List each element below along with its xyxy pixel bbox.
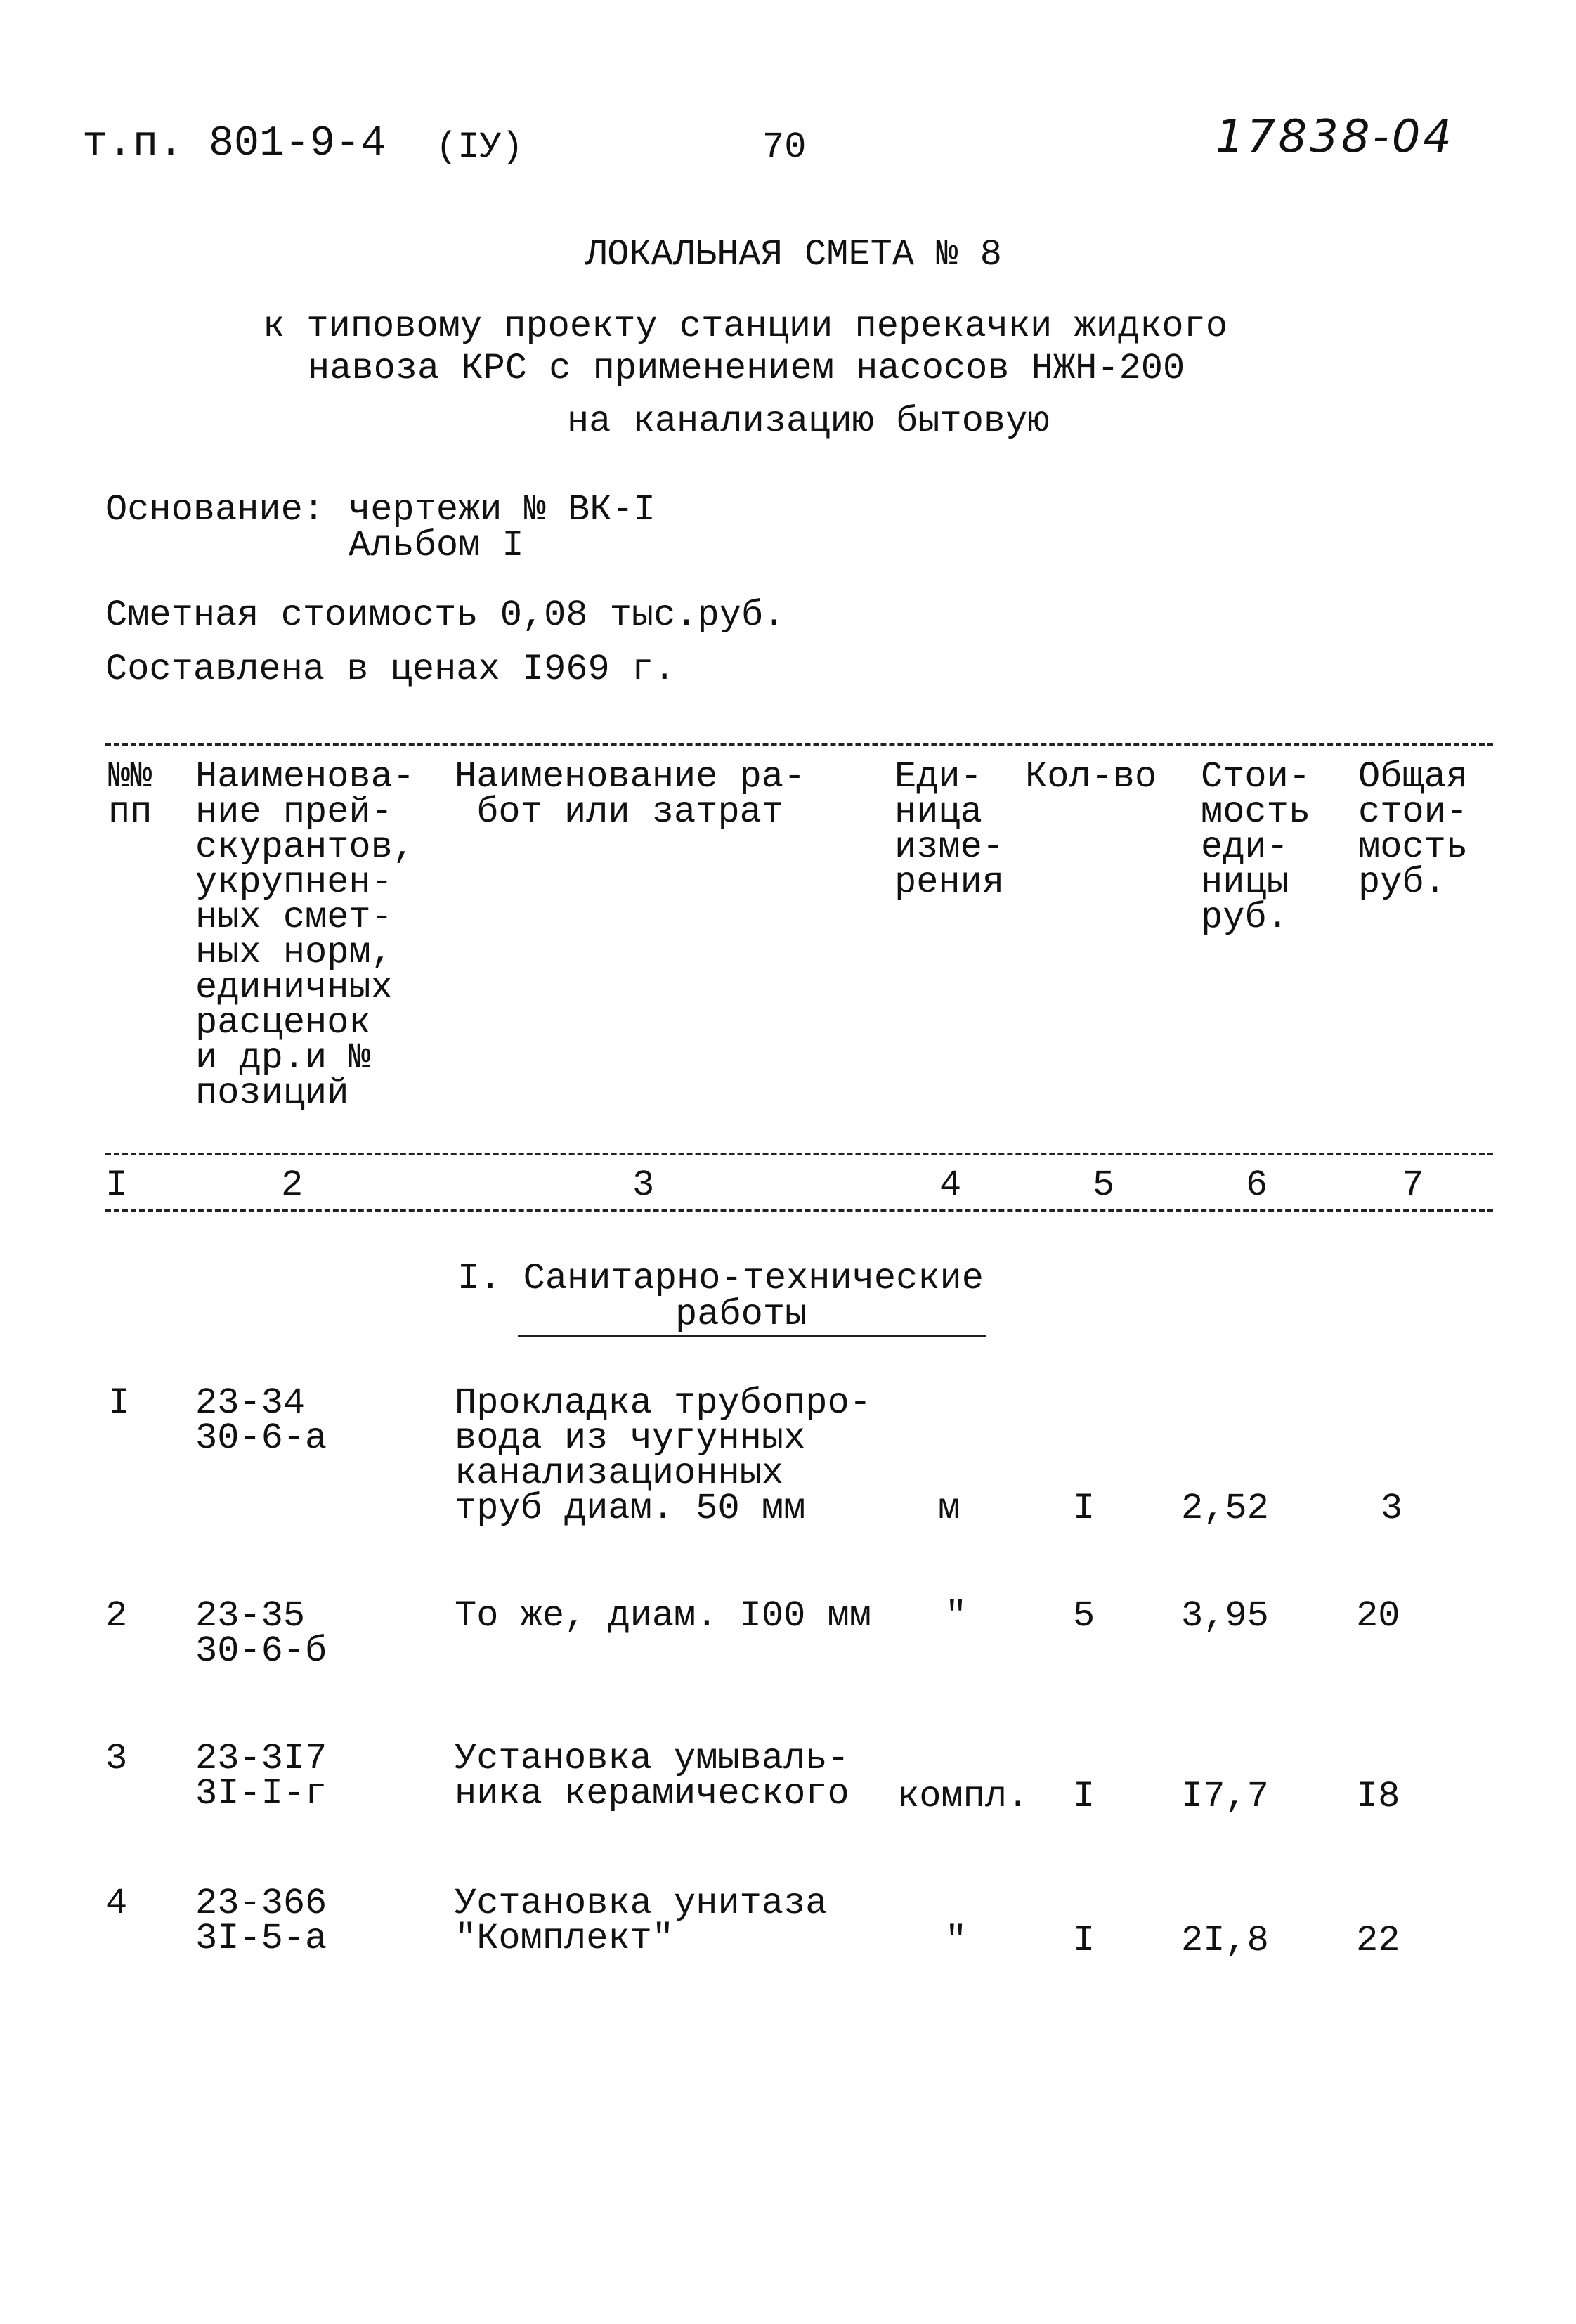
col-header-reference: Наименова- ние прей- скурантов, укрупнен- ных смет- ных норм, единичных расценок и др.и № позиций <box>195 756 415 1114</box>
subtitle-line-2: навоза КРС с применением насосов НЖН-200 <box>308 348 1185 389</box>
row-unit-cost: 2I,8 <box>1181 1920 1269 1961</box>
section-title: I. Санитарно-технические <box>457 1258 984 1299</box>
estimated-cost: Сметная стоимость 0,08 тыс.руб. <box>105 595 786 636</box>
section-title-line-2: работы <box>675 1294 807 1335</box>
project-code: т.п. 801-9-4 <box>82 120 386 168</box>
col-number-4: 4 <box>939 1164 962 1206</box>
row-number: 4 <box>105 1883 128 1924</box>
section-underline <box>518 1335 986 1337</box>
col-number-6: 6 <box>1246 1164 1268 1206</box>
row-total-cost: 3 <box>1381 1488 1403 1529</box>
column-numbers-divider <box>105 1209 1493 1212</box>
row-unit-cost: 3,95 <box>1181 1595 1269 1637</box>
row-work-name: То же, диам. I00 мм <box>455 1595 871 1637</box>
row-unit-cost: I7,7 <box>1181 1776 1269 1817</box>
col-header-quantity: Кол-во <box>1025 756 1157 798</box>
row-reference: 23-3I7 3I-I-г <box>195 1738 327 1815</box>
col-header-total-cost: Общая стои- мость руб. <box>1358 756 1468 903</box>
row-work-name: Установка унитаза "Комплект" <box>455 1883 828 1959</box>
price-basis: Составлена в ценах I969 г. <box>105 649 676 690</box>
part-number: (IУ) <box>436 126 523 168</box>
row-total-cost: I8 <box>1356 1776 1400 1817</box>
col-number-1: I <box>105 1164 128 1206</box>
row-work-name: Прокладка трубопро- вода из чугунных канализационных труб диам. 50 мм <box>455 1382 871 1529</box>
row-unit-cost: 2,52 <box>1181 1488 1269 1529</box>
document-number: 17838-04 <box>1216 111 1455 163</box>
row-reference: 23-366 3I-5-а <box>195 1883 327 1959</box>
col-header-work-name: Наименование ра- бот или затрат <box>455 756 806 833</box>
row-quantity: I <box>1073 1488 1095 1529</box>
row-unit: " <box>945 1920 968 1961</box>
row-reference: 23-35 30-6-б <box>195 1595 327 1672</box>
row-quantity: I <box>1073 1920 1095 1961</box>
row-number: 2 <box>105 1595 128 1637</box>
col-number-3: 3 <box>632 1164 655 1206</box>
row-quantity: I <box>1073 1776 1095 1817</box>
document-title: ЛОКАЛЬНАЯ СМЕТА № 8 <box>585 234 1002 275</box>
row-number: I <box>108 1382 131 1424</box>
col-number-5: 5 <box>1093 1164 1115 1206</box>
row-work-name: Установка умываль- ника керамического <box>455 1738 849 1815</box>
page-number: 70 <box>762 126 807 168</box>
subtitle-line-3: на канализацию бытовую <box>567 401 1050 442</box>
row-quantity: 5 <box>1073 1595 1095 1637</box>
basis-drawings: чертежи № ВК-I <box>349 489 656 531</box>
row-total-cost: 22 <box>1356 1920 1400 1961</box>
basis-album: Альбом I <box>349 525 524 566</box>
col-header-number: №№ пп <box>108 756 152 833</box>
row-unit: компл. <box>897 1776 1029 1817</box>
basis-label: Основание: <box>105 489 325 531</box>
row-reference: 23-34 30-6-а <box>195 1382 327 1459</box>
row-total-cost: 20 <box>1356 1595 1400 1637</box>
row-unit: м <box>938 1488 960 1529</box>
subtitle-line-1: к типовому проекту станции перекачки жидкого <box>263 306 1228 347</box>
table-top-divider <box>105 743 1493 746</box>
col-number-2: 2 <box>281 1164 304 1206</box>
col-number-7: 7 <box>1402 1164 1424 1206</box>
row-unit: " <box>945 1595 968 1637</box>
col-header-unit: Еди- ница изме- рения <box>894 756 1005 903</box>
row-number: 3 <box>105 1738 128 1779</box>
col-header-unit-cost: Стои- мость еди- ницы руб. <box>1201 756 1311 938</box>
header-bottom-divider <box>105 1153 1493 1155</box>
